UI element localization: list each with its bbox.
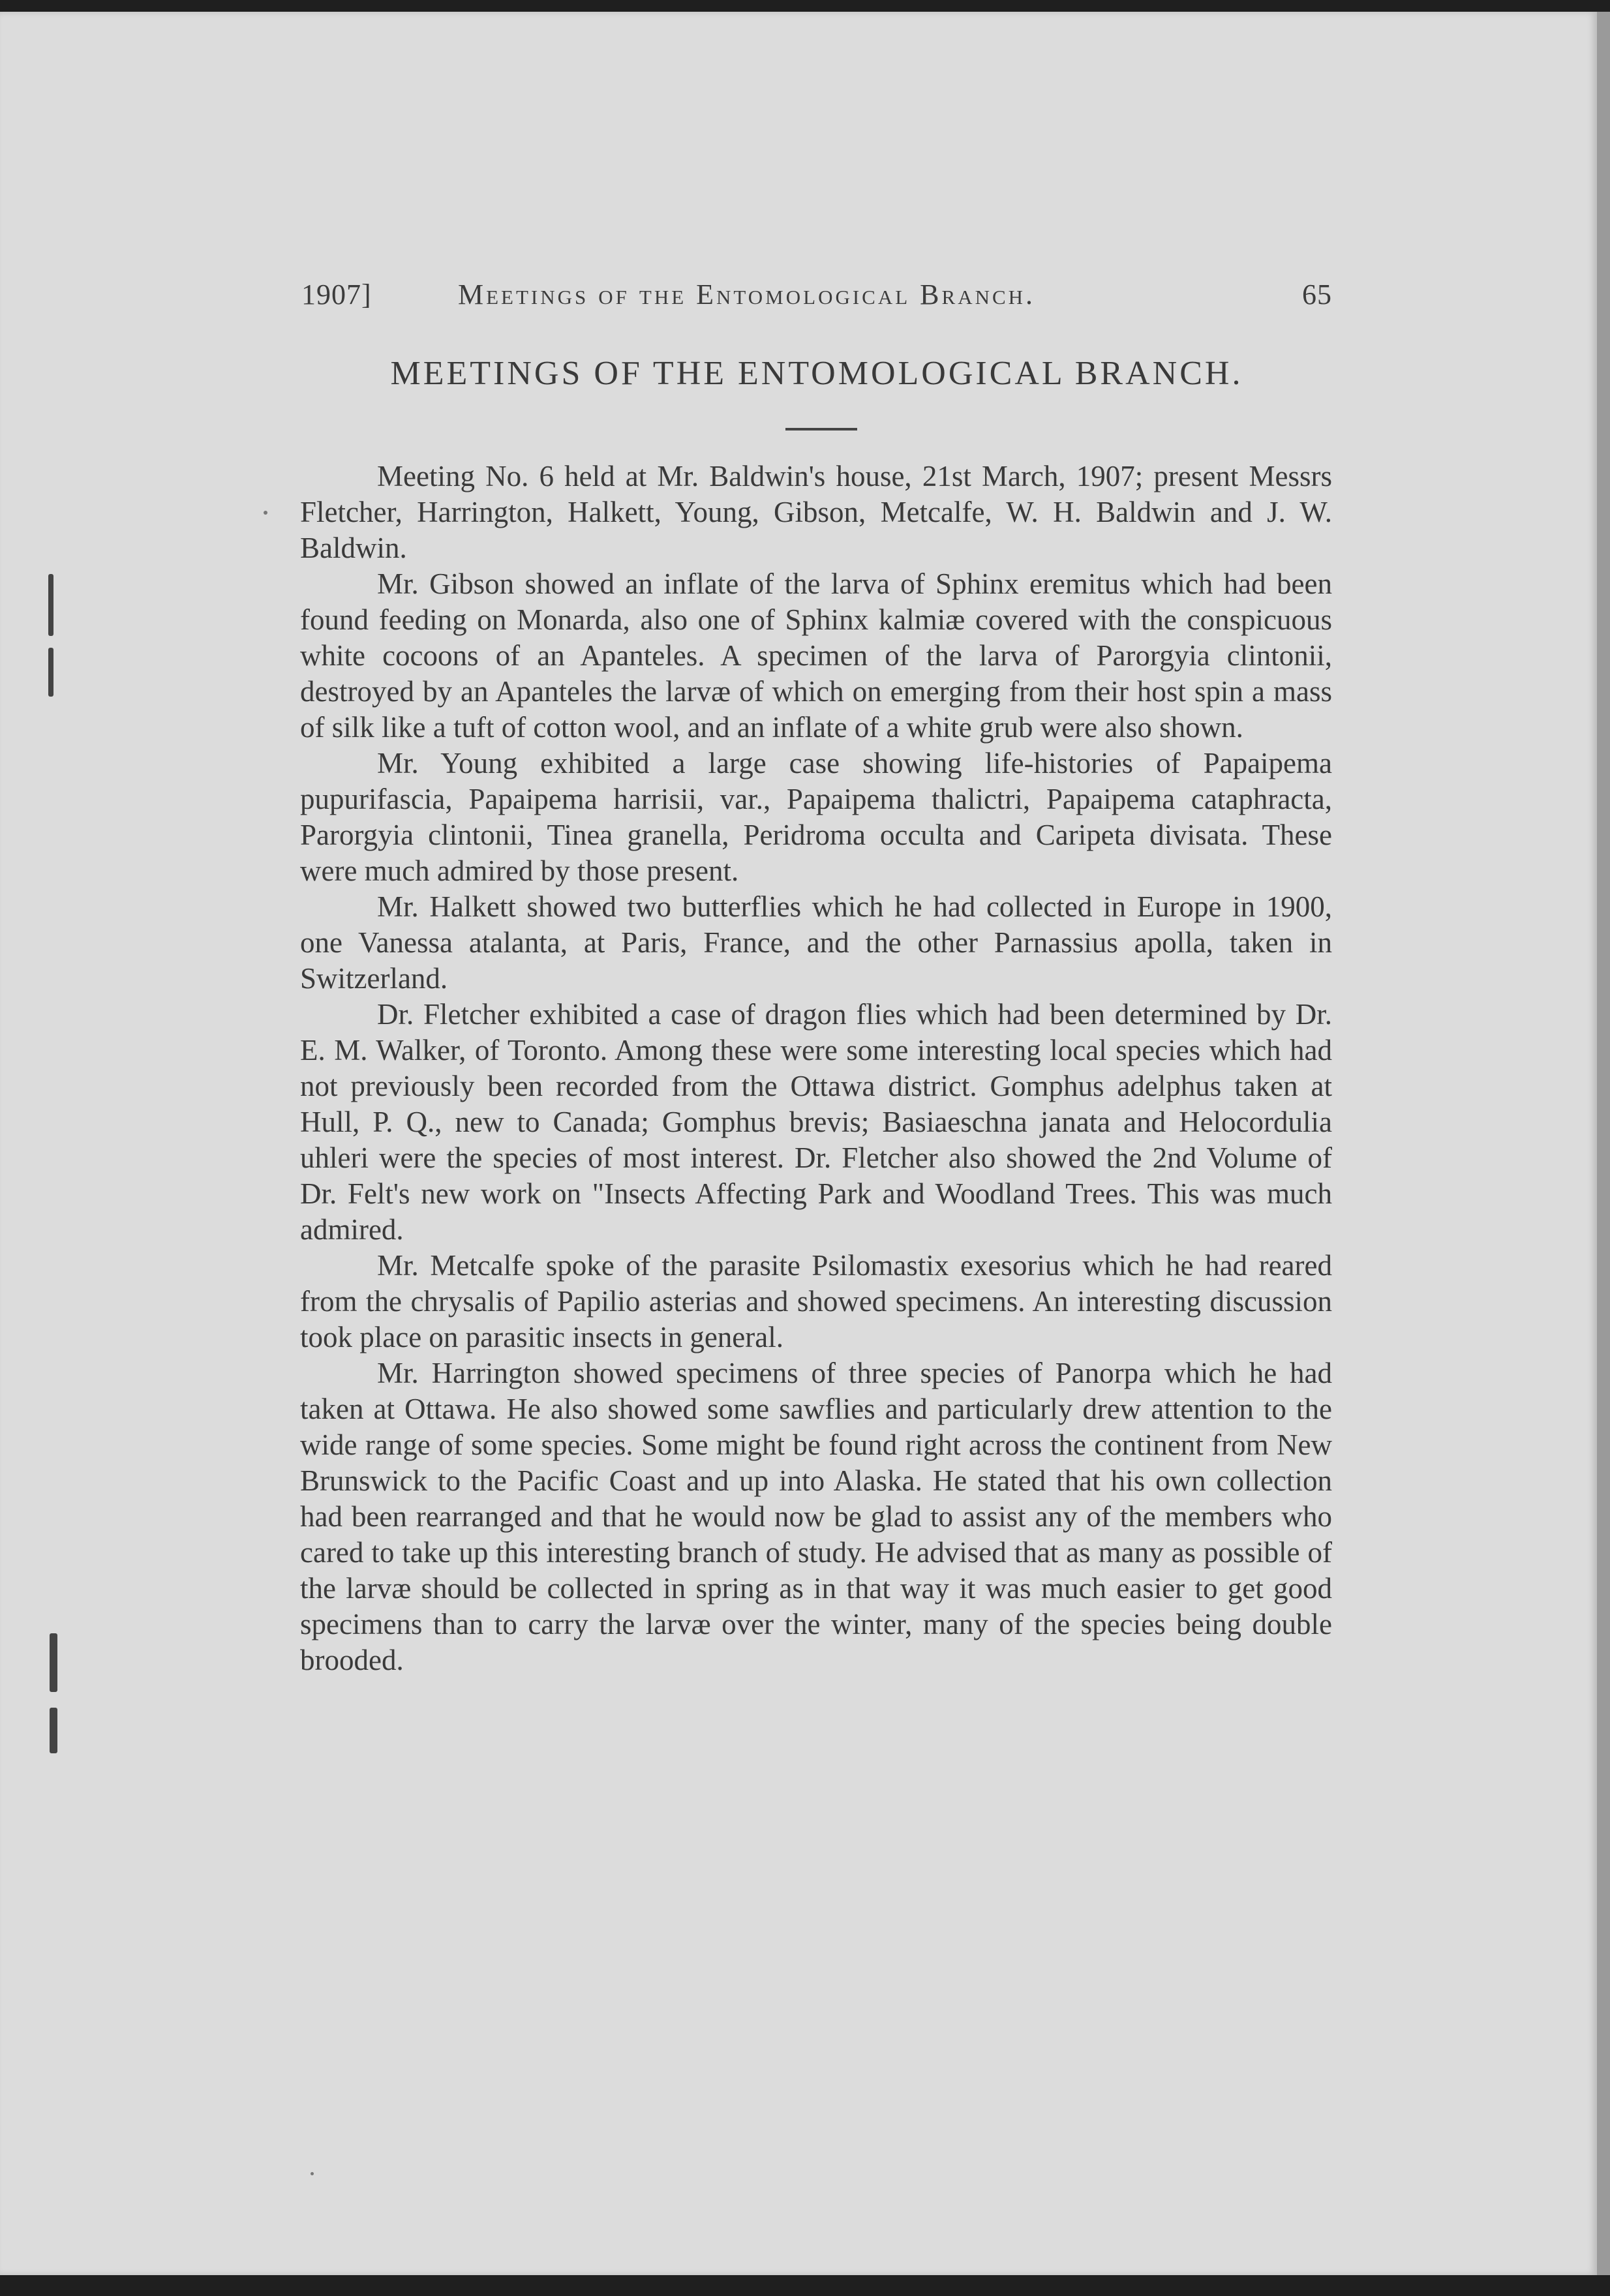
paragraph-harrington: Mr. Harrington showed specimens of three species of Panorpa which he had taken at Ottawa. He also showed some sawflies and particularly drew attention to the wide range of some species. Some might be found right across the continent from New Brunswick to the Pacific Coast and up into Alaska. He stated that his own collection had been rearranged and that he would now be glad to assist any of the members who cared to take up this interesting branch of study. He advised that as many as possible of the larvæ should be collected in spring as in that way it was much easier to get good specimens than to carry the larvæ over the winter, many of the species being double brooded.	[300, 1357, 1332, 1676]
paragraph-fletcher: Dr. Fletcher exhibited a case of dragon flies which had been determined by Dr. E. M. Walker, of Toronto. Among these were some interesting local species which had not previously been recorded from the Ottawa district. Gomphus adelphus taken at Hull, P. Q., new to Canada; Gomphus brevis; Basiaeschna janata and Helocordulia uhleri were the species of most interest. Dr. Fletcher also showed the 2nd Volume of Dr. Felt's new work on "Insects Affecting Park and Woodland Trees. This was much admired.	[300, 998, 1332, 1246]
heading-rule	[785, 428, 857, 430]
paragraph-halkett: Mr. Halkett showed two butterflies which he had collected in Europe in 1900, one Vanessa atalanta, at Paris, France, and the other Parnassius apolla, taken in Switzerland.	[300, 890, 1332, 995]
paragraph-meeting: Meeting No. 6 held at Mr. Baldwin's house, 21st March, 1907; present Messrs Fletcher, Harrington, Halkett, Young, Gibson, Metcalfe, W. H. Baldwin and J. W. Baldwin.	[300, 460, 1332, 564]
page-right-edge	[1597, 12, 1610, 2275]
speck-dot	[264, 511, 267, 515]
binding-mark-upper-1	[48, 574, 53, 636]
paragraph-metcalfe: Mr. Metcalfe spoke of the parasite Psilomastix exesorius which he had reared from the chrysalis of Papilio asterias and showed specimens. An interesting discussion took place on parasitic insects in general.	[300, 1249, 1332, 1353]
paragraph-young: Mr. Young exhibited a large case showing life-histories of Papaipema pupurifascia, Papaipema harrisii, var., Papaipema thalictri, Papaipema cataphracta, Parorgyia clintonii, Tinea granella, Peridroma occulta and Caripeta divisata. These were much admired by those present.	[300, 747, 1332, 887]
running-head-title: Meetings of the Entomological Branch.	[458, 279, 1036, 310]
binding-mark-lower-1	[50, 1633, 57, 1692]
running-head-year: 1907]	[301, 279, 372, 310]
speck-dot	[311, 2172, 314, 2175]
page-number: 65	[1302, 279, 1332, 310]
article-heading: MEETINGS OF THE ENTOMOLOGICAL BRANCH.	[390, 355, 1243, 392]
page-sheet	[0, 12, 1597, 2275]
paragraph-gibson: Mr. Gibson showed an inflate of the larva of Sphinx eremitus which had been found feeding on Monarda, also one of Sphinx kalmiæ covered with the conspicuous white cocoons of an Apanteles. A specimen of the larva of Parorgyia clintonii, destroyed by an Apanteles the larvæ of which on emerging from their host spin a mass of silk like a tuft of cotton wool, and an inflate of a white grub were also shown.	[300, 567, 1332, 744]
article-body	[300, 459, 1332, 1678]
binding-mark-lower-2	[50, 1708, 57, 1753]
binding-mark-upper-2	[48, 648, 53, 697]
